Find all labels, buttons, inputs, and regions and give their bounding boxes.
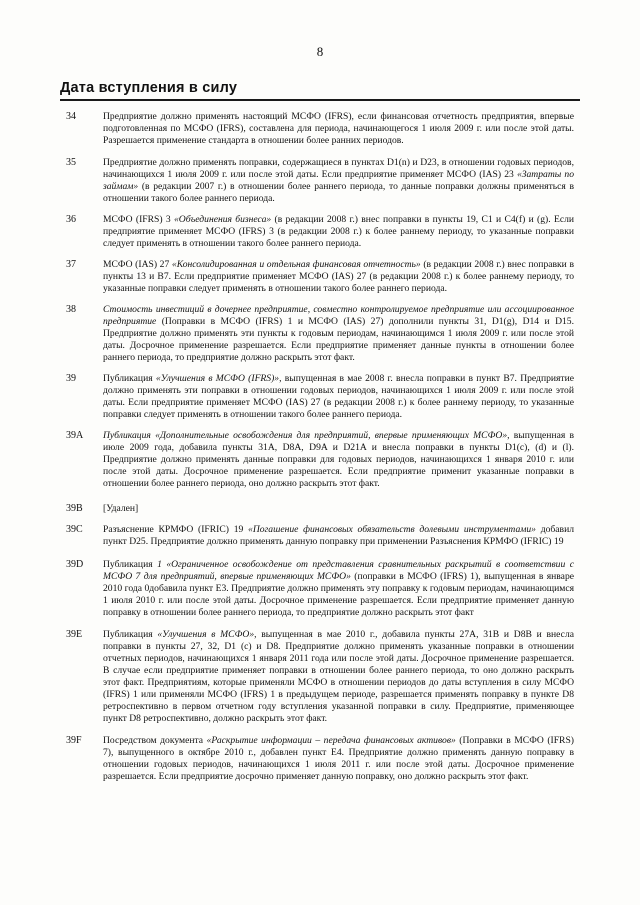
paragraph [66, 503, 574, 515]
italic-text: «Консолидированная и отдельная финансовая отчетность» [171, 259, 421, 270]
text-run: Публикация [103, 559, 158, 570]
section-heading: Дата вступления в силу [60, 80, 238, 96]
paragraph-number: 39E [66, 629, 83, 640]
paragraph-text [103, 629, 574, 725]
text-run: добавил пункт D25. Предприятие должно применять данную поправку при применении Разъяснения КРМФО (IFRIC) 19 [103, 524, 574, 547]
text-run: , выпущенная в июле 2009 года, добавила пункты 31A, D8A, D9A и D21A и внесла поправки в пункты D1(c), (d) и (l). Предприятие должно применять данные поправки для годовых периодов, начинающихся 1 января 2010 г. или после этой даты. Досрочное применение разрешается. Если предприятие применит указанные поправки в отношении более раннего периода, оно должно раскрыть этот факт. [103, 430, 575, 489]
italic-text: Публикация [103, 430, 156, 441]
text-run: Предприятие должно применять поправки, содержащиеся в пунктах D1(n) и D23, в отношении годовых периодов, начинающихся 1 июля 2009 г. или после этой даты. Если предприятие применяет МСФО (IAS) 23 [103, 157, 574, 180]
paragraph [66, 735, 574, 783]
text-run: , выпущенная в мае 2010 г., добавила пункты 27A, 31B и D8B и внесла поправки в пункты 27, 32, D1 (c) и D8. Предприятие должно применять указанные поправки в отношении отчетных периодов, начинающихся 1 января 2011 года или после этой даты. Досрочное применение разрешается. В случае если предприятие применяет поправки в отношении более раннего периода, то оно должно раскрыть этот факт. Предприятиям, которые применяли МСФО в отношении периодов до даты вступления в силу МСФО (IFRS) 1 или применяли МСФО (IFRS) 1 в предыдущем периоде, разрешается применять поправку в пункте D8 ретроспективно в первом отчетном году вступления указанной поправки в силу. Предприятие, применяющее пункт D8 ретроспективно, должно раскрыть этот факт. [103, 629, 574, 724]
paragraph [66, 157, 574, 205]
paragraph-number: 39D [66, 559, 84, 570]
paragraph [66, 373, 574, 421]
text-run: (в редакции 2008 г.) внес поправки в пункты 19, C1 и C4(f) и (g). Если предприятие применяет МСФО (IFRS) 3 (в редакции 2008 г.) к более раннему периоду, то указанные поправки следует применять в отношении такого более раннего периода. [103, 214, 574, 249]
paragraph-number: 39A [66, 430, 84, 441]
text-run: Публикация [103, 373, 156, 384]
paragraph [66, 430, 574, 490]
paragraph [66, 111, 574, 147]
paragraph-text [103, 111, 574, 147]
paragraph-number: 36 [66, 214, 76, 225]
paragraph-number: 34 [66, 111, 76, 122]
text-run: , выпущенная в мае 2008 г. внесла поправки в пункт B7. Предприятие должно применять эти поправки в отношении годовых периодов, начинающихся 1 июля 2009 г. или после этой даты. Если предприятие применяет МСФО (IAS) 27 (в редакции 2008 г.) к более раннему периоду, то указанные поправки следует применять в отношении такого более раннего периода. [103, 373, 575, 420]
paragraph-list [0, 111, 640, 783]
paragraph-text [103, 304, 574, 364]
italic-text: 1 «Ограниченное освобождение от представления сравнительных раскрытий в соответствии с МСФО 7 для предприятий, впервые применяющих МСФО» [103, 559, 574, 582]
paragraph [66, 559, 574, 619]
paragraph-text [103, 214, 574, 250]
paragraph-number: 37 [66, 259, 76, 270]
text-run: Разъяснение КРМФО (IFRIC) 19 [103, 524, 249, 535]
paragraph [66, 259, 574, 295]
italic-text: «Улучшения в МСФО» [157, 629, 255, 640]
paragraph-text [103, 259, 574, 295]
page-number: 8 [316, 44, 324, 59]
italic-text: Стоимость инвестиций в дочернее предприятие, совместно контролируемое предприятие или ассоциированное предприятие [103, 304, 574, 327]
text-run: МСФО (IAS) 27 [103, 259, 172, 270]
text-run: (поправки в МСФО (IFRS) 1), выпущенная в январе 2010 года 0добавила пункт E3. Предприятие должно применять эту поправку к годовым периодам, начинающимся 1 июля 2010 г. или после этой даты. Досрочное применение разрешается. Если предприятие применяет данную поправку в отношении более раннего периода, то предприятие должно раскрыть этот факт [103, 571, 574, 618]
italic-text: «Объединения бизнеса» [173, 214, 272, 225]
paragraph-number: 38 [66, 304, 76, 315]
paragraph-number: 35 [66, 157, 76, 168]
paragraph-text [103, 559, 574, 619]
paragraph [66, 629, 574, 725]
text-run: [Удален] [103, 503, 139, 514]
paragraph-text [103, 503, 574, 515]
paragraph [66, 214, 574, 250]
paragraph-text [103, 735, 574, 783]
heading-underline [60, 99, 580, 101]
text-run: Посредством документа [103, 735, 207, 746]
paragraph-number: 39B [66, 503, 83, 514]
paragraph-text [103, 373, 574, 421]
paragraph-text [103, 430, 574, 490]
paragraph [66, 524, 574, 548]
italic-text: «Дополнительные освобождения для предприятий, впервые применяющих МСФО» [155, 430, 508, 441]
paragraph-text [103, 524, 574, 548]
text-run: МСФО (IFRS) 3 [103, 214, 174, 225]
italic-text: «Затраты по займам» [103, 169, 574, 192]
text-run: (Поправки в МСФО (IFRS) 1 и МСФО (IAS) 27) дополнили пункты 31, D1(g), D14 и D15. Предприятие должно применять эти пункты к годовым периодам, начинающимся 1 июля 2009 г. или после этой даты. Досрочное применение разрешается. Если предприятие применяет данные пункты в отношении более раннего периода, то предприятие должно раскрыть этот факт. [103, 316, 574, 363]
paragraph [66, 304, 574, 364]
paragraph-number: 39C [66, 524, 83, 535]
text-run: (Поправки в МСФО (IFRS) 7), выпущенного в октябре 2010 г., добавлен пункт E4. Предприятие должно применять данную поправку в отношении годовых периодов, начинающихся 1 июля 2011 г. или после этой даты. Досрочное применение разрешается. Если предприятие досрочно применяет данную поправку, оно должно раскрыть этот факт. [103, 735, 574, 782]
text-run: Предприятие должно применять настоящий МСФО (IFRS), если финансовая отчетность предприятия, впервые подготовленная по МСФО (IFRS), составлена для периода, начинающегося 1 июля 2009 г. или после этой даты. Разрешается применение стандарта в отношении более ранних периодов. [103, 111, 574, 146]
italic-text: «Улучшения в МСФО (IFRS)» [155, 373, 280, 384]
italic-text: «Раскрытие информации – передача финансовых активов» [206, 735, 456, 746]
text-run: (в редакции 2008 г.) внес поправки в пункты 13 и B7. Если предприятие применяет МСФО (IAS) 27 (в редакции 2008 г.) к более раннему периоду, то указанные поправки следует применять в отношении такого более раннего периода. [103, 259, 574, 294]
paragraph-number: 39 [66, 373, 76, 384]
italic-text: «Погашение финансовых обязательств долевыми инструментами» [248, 524, 536, 535]
paragraph-number: 39F [66, 735, 82, 746]
text-run: Публикация [103, 629, 158, 640]
paragraph-text [103, 157, 574, 205]
text-run: (в редакции 2007 г.) в отношении более раннего периода, то данные поправки должны применяться в отношении такого более раннего периода. [103, 181, 574, 204]
